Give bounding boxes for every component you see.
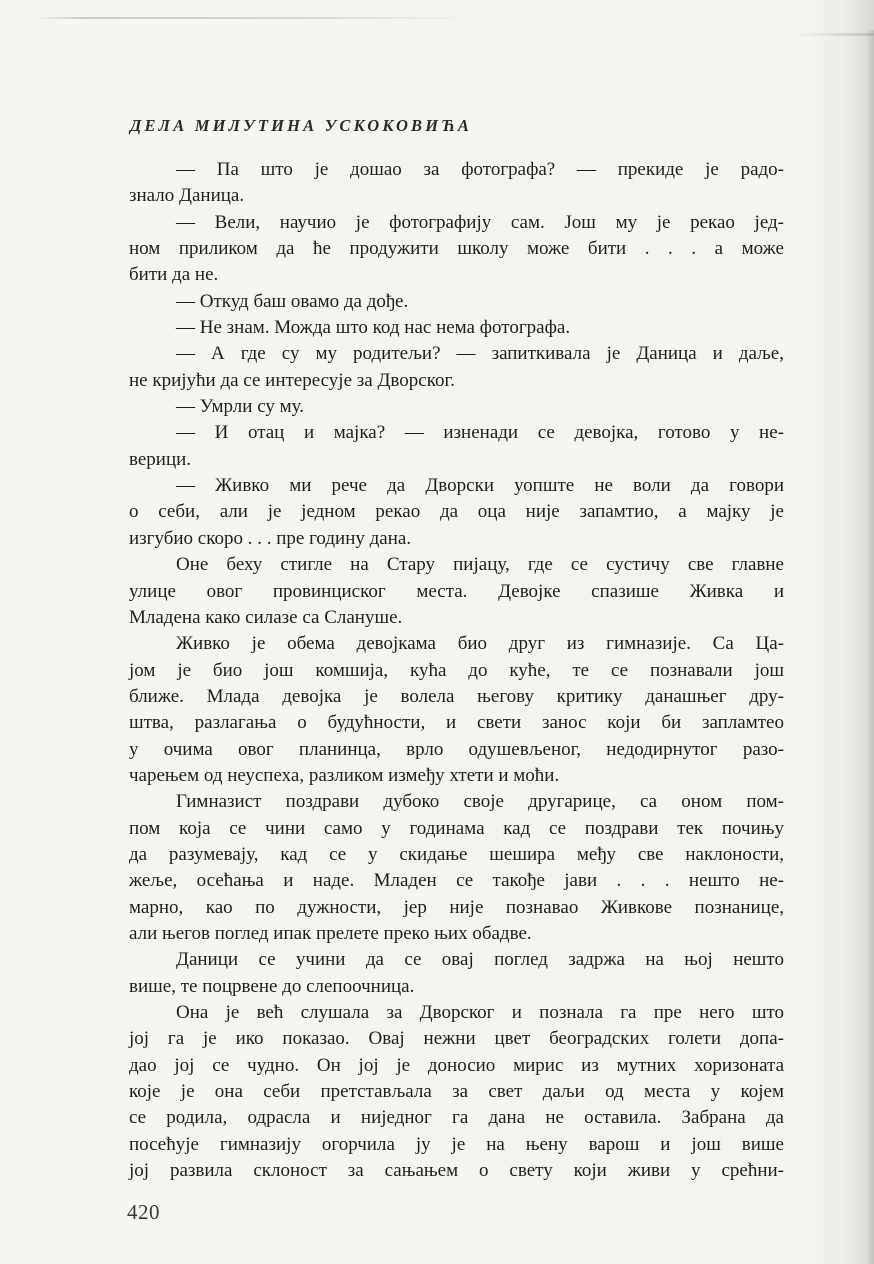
page-number: 420 (127, 1200, 160, 1224)
text-line: — Вели, научио је фотографију сам. Још му је рекао јед- (176, 211, 784, 233)
text-line: у очима овог планинца, врло одушевљеног, недодирнутог разо- (129, 738, 784, 760)
text-line: чарењем од неуспеха, разликом између хтети и моћи. (129, 764, 560, 786)
text-line: ближе. Млада девојка је волела његову критику данашњег дру- (129, 685, 784, 707)
text-line: — Умрли су му. (176, 396, 305, 418)
page-edge-shadow (866, 30, 874, 1264)
text-line: штва, разлагања о будућности, и свети занос који би запламтео (129, 712, 784, 734)
text-line: јој развила склоност за сањањем о свету који живи у срећни- (129, 1160, 784, 1182)
text-line: Она је већ слушала за Дворског и познала га пре него што (176, 1002, 784, 1023)
text-line: да разумевају, кад се у скидање шешира међу све наклоности, (129, 843, 784, 865)
text-line: више, те поцрвене до слепоочница. (129, 975, 415, 997)
text-line: се родила, одрасла и ниједног га дана не оставила. Забрана да (129, 1107, 784, 1129)
top-edge-rule (36, 17, 476, 19)
text-line: али његов поглед ипак прелете преко њих обадве. (129, 922, 532, 944)
text-line: изгубио скоро . . . пре годину дана. (129, 527, 412, 549)
text-line: — Па што је дошао за фотографа? — прекиде је радо- (176, 159, 784, 180)
text-line: — И отац и мајка? — изненади се девојка, готово у не- (176, 422, 784, 444)
text-line: Гимназист поздрави дубоко своје другарице, са оном пом- (176, 791, 784, 813)
text-line: — А где су му родитељи? — запиткивала је Даница и даље, (176, 343, 784, 365)
running-head: ДЕЛА МИЛУТИНА УСКОКОВИЋА (130, 116, 473, 135)
text-line: Даници се учини да се овај поглед задржа на њој нешто (176, 949, 784, 971)
text-line: знало Даница. (129, 185, 245, 207)
text-line: улице овог провинциског места. Девојке спазише Живка и (129, 580, 784, 602)
text-line: — Откуд баш овамо да дође. (176, 290, 409, 312)
text-line: посећује гимназију огорчила ју је на њену варош и још више (129, 1133, 784, 1155)
text-line: Живко је обема девојкама био друг из гимназије. Са Ца- (176, 633, 784, 655)
text-line: које је она себи претстављала за свет даљи од места у којем (129, 1081, 784, 1103)
top-right-edge-rule (790, 33, 874, 36)
body-text (129, 157, 784, 1184)
text-line: — Не знам. Можда што код нас нема фотографа. (176, 317, 571, 339)
text-line: пом која се чини само у годинама кад се поздрави тек почињу (129, 817, 784, 839)
text-line: Младена како силазе са Слануше. (129, 606, 403, 628)
text-line: јој га је ико показао. Овај нежни цвет београдских голети допа- (129, 1028, 784, 1050)
text-line: јом је био још комшија, кућа до куће, те се познавали још (129, 659, 784, 681)
text-line: Оне беху стигле на Стару пијацу, где се сустичу све главне (176, 554, 784, 576)
text-line: бити да не. (129, 264, 219, 286)
text-line: о себи, али је једном рекао да оца није запамтио, а мајку је (129, 501, 784, 523)
text-line: ном приликом да ће продужити школу може бити . . . а може (129, 238, 784, 260)
text-line: верици. (129, 448, 192, 470)
text-line: дао јој се чудно. Он јој је доносио мирис из мутних хоризоната (129, 1054, 784, 1076)
text-line: жеље, осећања и наде. Младен се такође јави . . . нешто не- (129, 870, 784, 892)
text-line: марно, као по дужности, јер није познавао Живкове познанице, (129, 896, 784, 918)
text-line: не кријући да се интересује за Дворског. (129, 369, 455, 391)
text-line: — Живко ми рече да Дворски уопште не воли да говори (176, 475, 784, 497)
